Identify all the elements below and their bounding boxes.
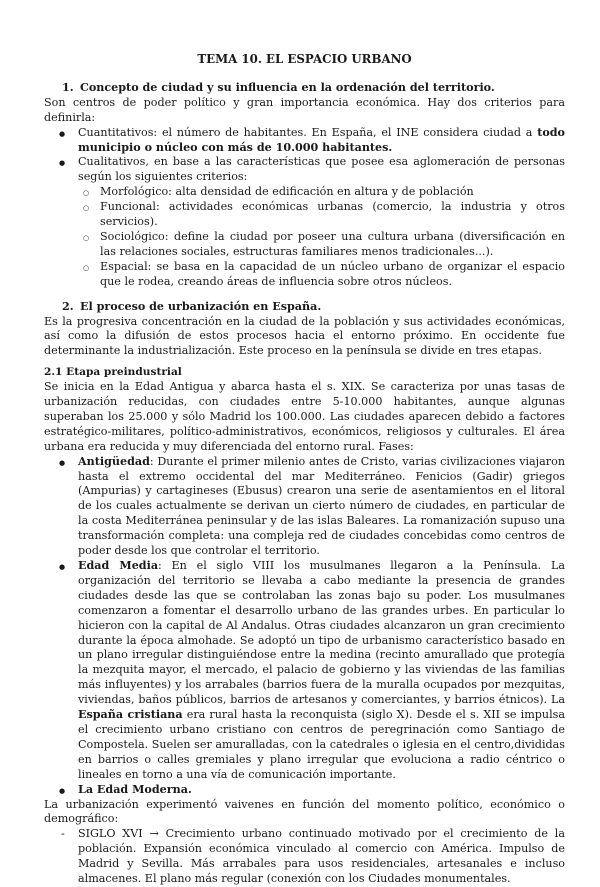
cuantitativos-text: Cuantitativos: el número de habitantes. En España, el INE considera ciudad a <box>78 125 538 139</box>
espana-cristiana-bold: España cristiana <box>78 708 183 722</box>
edad-media-text-1: : En el siglo VIII los musulmanes llegaron a la Península. La organización del territorio se llevaba a cabo mediante la presencia de grandes ciudades desde las que se controlaban las zonas bajo su poder. Los musulmanes comenzaron a fomentar el desarrollo urbano de las grandes urbes. En particular lo hicieron con la capital de Al Andalus. Otras ciudades alcanzaron un gran crecimiento durante la época almohade. Se adoptó un tipo de urbanismo característico basado en un plano irregular distinguiéndose entre la medina (recinto amurallado que protegía la mezquita mayor, el mercado, el palacio de gobierno y las viviendas de las familias más influyentes) y los arrabales (barrios fuera de la muralla ocupados por mezquitas, viviendas, baños públicos, barrios de artesanos y comerciantes, y barrios étnicos). La <box>78 559 565 707</box>
edad-media-text-2: era rural hasta la reconquista (siglo X). Desde el s. XII se impulsa el crecimiento urbano cristiano con centros de peregrinación como Santiago de Compostela. Suelen ser amuralladas, con la catedrales o iglesia en el centro,divididas en barrios o calles gremiales y plano irregular que evoluciona a radio céntrico o lineales en torno a una vía de comunicación importante. <box>78 708 565 781</box>
antiguedad-text: : Durante el primer milenio antes de Cristo, varias civilizaciones viajaron hasta el extremo occidental del mar Mediterráneo. Fenicios (Gadir) griegos (Ampurias) y cartagineses (Ebusus) crearon una serie de asentamientos en el litoral de los cuales actualmente se derivan un cierto número de ciudades, en particular de la costa Mediterránea peninsular y de las islas Baleares. La romanización supuso una transformación completa: una compleja red de ciudades concebidas como centros de poder desde los que controlar el territorio. <box>78 454 565 558</box>
century-xvi: - SIGLO XVI → Crecimiento urbano continuado motivado por el crecimiento de la población. Expansión económica vinculado al comercio con América. Impulso de Madrid y Sevilla. Más arrabales para usos residenciales, artesanales e incluso almacenes. El plano más regular (conexión con los Ciudades monumentales. <box>44 827 565 887</box>
phase-edad-moderna <box>44 783 565 798</box>
cualitativos-text: Cualitativos, en base a las características que posee esa aglomeración de personas según los siguientes criterios: <box>78 155 565 184</box>
section-1-heading-text: Concepto de ciudad y su influencia en la ordenación del territorio. <box>80 80 495 94</box>
section-2-heading-text: El proceso de urbanización en España. <box>80 299 322 313</box>
criterion-morfologico: ○ Morfológico: alta densidad de edificación en altura y de población <box>44 185 565 200</box>
document-page <box>44 52 565 887</box>
criteria-list <box>44 126 565 290</box>
section-1-heading <box>44 81 565 96</box>
phase-antiguedad <box>44 455 565 559</box>
document-title: TEMA 10. EL ESPACIO URBANO <box>197 52 412 66</box>
centuries-list <box>44 827 565 887</box>
edad-moderna-intro: La urbanización experimentó vaivenes en función del momento político, económico o demográfico: <box>44 797 565 826</box>
phase-edad-media <box>44 559 565 783</box>
edad-moderna-label: La Edad Moderna. <box>78 782 192 796</box>
criterion-espacial: ○ Espacial: se basa en la capacidad de un núcleo urbano de organizar el espacio que le rodea, creando áreas de influencia sobre otros núcleos. <box>44 260 565 290</box>
antiguedad-label: Antigüedad <box>78 454 150 468</box>
cuantitativos-bold: todo municipio o núcleo con más de 10.000 habitantes. <box>78 125 565 154</box>
qualitative-criteria-list <box>44 185 565 289</box>
list-item-cuantitativos <box>44 126 565 156</box>
list-item-cualitativos <box>44 155 565 289</box>
section-2-heading <box>44 300 565 315</box>
criterion-sociologico: ○ Sociológico: define la ciudad por poseer una cultura urbana (diversificación en las relaciones sociales, estructuras familiares menos tradicionales...). <box>44 230 565 260</box>
section-1-number: 1. <box>62 80 74 94</box>
section-1-intro: Son centros de poder político y gran importancia económica. Hay dos criterios para definirla: <box>44 95 565 124</box>
subsection-2-1-heading: 2.1 Etapa preindustrial <box>44 366 182 379</box>
preindustrial-paragraph: Se inicia en la Edad Antigua y abarca hasta el s. XIX. Se caracteriza por unas tasas de urbanización reducidas, con ciudades entre 5-10.000 habitantes, aunque algunas superaban los 25.000 y sólo Madrid los 100.000. Las ciudades aparecen debido a factores estratégico-militares, político-administrativos, económicos, religiosos y culturales. El área urbana era reducida y muy diferenciada del entorno rural. Fases: <box>44 380 565 453</box>
section-2-intro: Es la progresiva concentración en la ciudad de la población y sus actividades económicas, así como la difusión de estos procesos hacia el entorno próximo. En occidente fue determinante la industrialización. Este proceso en la península se divide en tres etapas. <box>44 314 565 358</box>
criterion-funcional: ○ Funcional: actividades económicas urbanas (comercio, la industria y otros servicios). <box>44 200 565 230</box>
section-2-number: 2. <box>62 299 74 313</box>
edad-media-label: Edad Media <box>78 559 159 572</box>
phases-list <box>44 455 565 798</box>
